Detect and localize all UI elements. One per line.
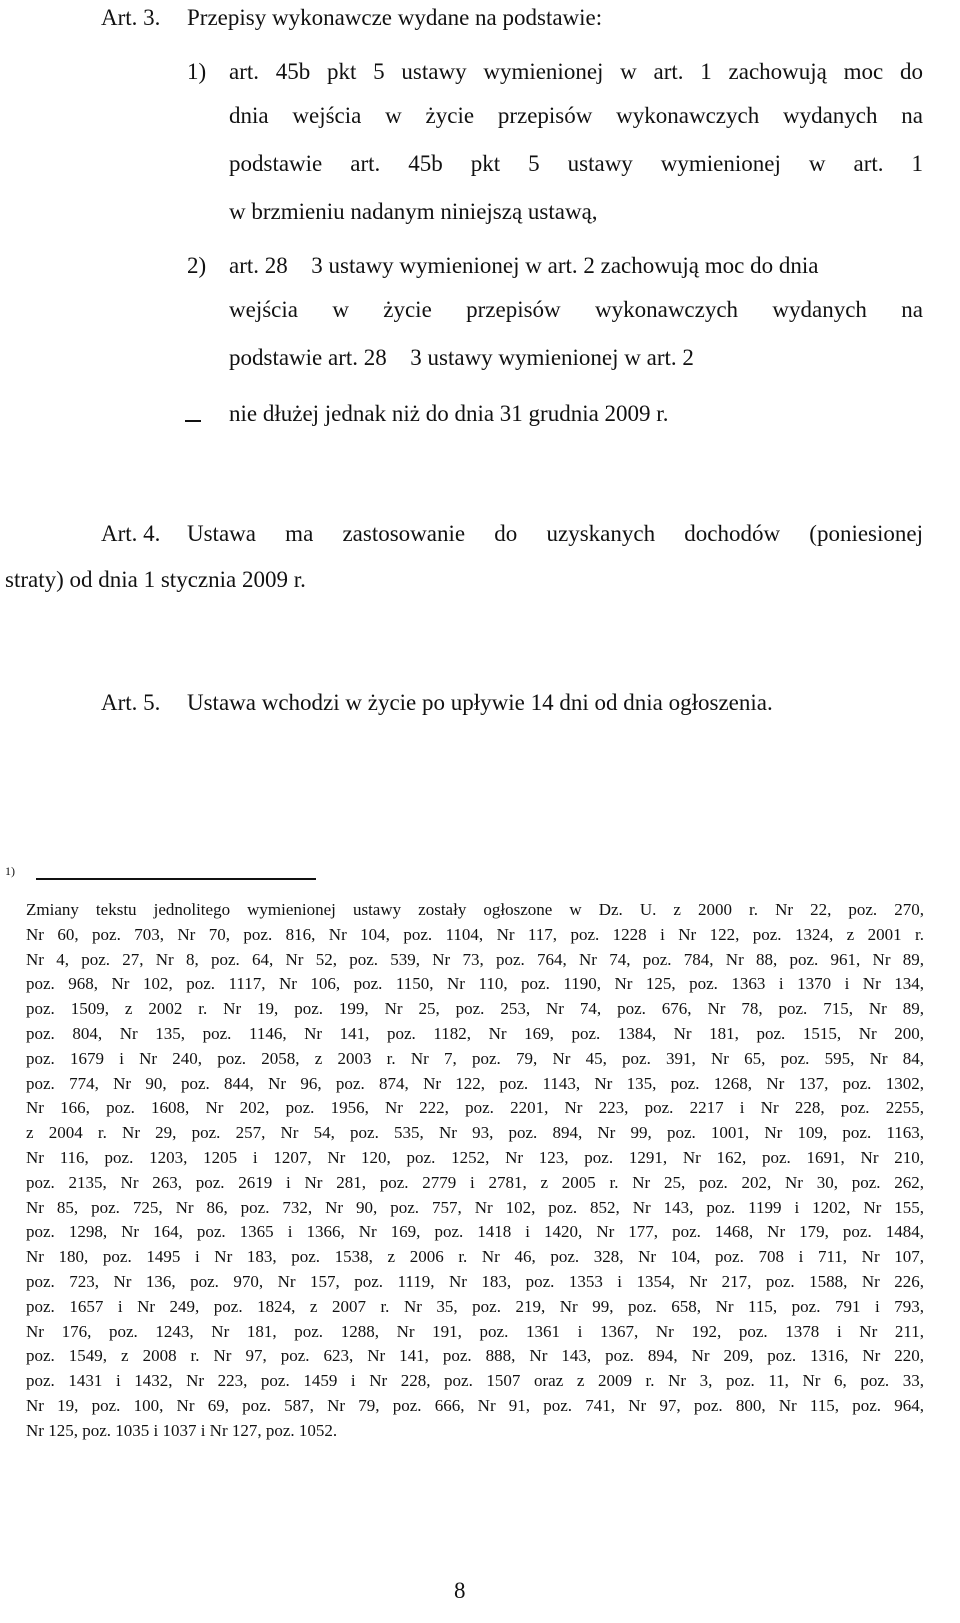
art3-item2-number: 2): [187, 253, 207, 278]
footnote-text: [26, 898, 924, 1444]
footnote-marker: 1): [5, 864, 15, 878]
footnote-line: poz. 1431 i 1432, Nr 223, poz. 1459 i Nr 228, poz. 1507 oraz z 2009 r. Nr 3, poz. 11, Nr 6, poz. 33,: [26, 1371, 924, 1391]
footnote-line: poz. 723, Nr 136, poz. 970, Nr 157, poz. 1119, Nr 183, poz. 1353 i 1354, Nr 217, poz. 1588, Nr 226,: [26, 1271, 924, 1291]
footnote-line: poz. 1679 i Nr 240, poz. 2058, z 2003 r. Nr 7, poz. 79, Nr 45, poz. 391, Nr 65, poz. 595, Nr 84,: [26, 1048, 924, 1068]
art3-heading: Art. 3.: [101, 5, 161, 30]
art5-heading: Art. 5.: [101, 690, 161, 715]
footnote-line: poz. 1657 i Nr 249, poz. 1824, z 2007 r. Nr 35, poz. 219, Nr 99, poz. 658, Nr 115, poz. 791 i 793,: [26, 1296, 924, 1316]
footnote-line: Nr 180, poz. 1495 i Nr 183, poz. 1538, z 2006 r. Nr 46, poz. 328, Nr 104, poz. 708 i 711, Nr 107,: [26, 1247, 924, 1267]
art3-item1-line2: dnia wejścia w życie przepisów wykonawczych wydanych na: [229, 103, 923, 128]
footnote-line: Nr 19, poz. 100, Nr 69, poz. 587, Nr 79, poz. 666, Nr 91, poz. 741, Nr 97, poz. 800, Nr 115, poz. 964,: [26, 1395, 924, 1415]
art4-line2: straty) od dnia 1 stycznia 2009 r.: [5, 567, 306, 592]
footnote-line: Nr 85, poz. 725, Nr 86, poz. 732, Nr 90, poz. 757, Nr 102, poz. 852, Nr 143, poz. 1199 i 1202, Nr 155,: [26, 1197, 924, 1217]
art3-item2-line3: podstawie art. 28 3 ustawy wymienionej w art. 2: [229, 345, 694, 370]
footnote-line: poz. 774, Nr 90, poz. 844, Nr 96, poz. 874, Nr 122, poz. 1143, Nr 135, poz. 1268, Nr 137, poz. 1302,: [26, 1073, 924, 1093]
art3-item1-line1: art. 45b pkt 5 ustawy wymienionej w art. 1 zachowują moc do: [229, 59, 923, 84]
footnote-separator: [36, 878, 316, 880]
art3-item1-number: 1): [187, 59, 207, 84]
art5-text: Ustawa wchodzi w życie po upływie 14 dni od dnia ogłoszenia.: [187, 690, 773, 715]
art3-closing: nie dłużej jednak niż do dnia 31 grudnia 2009 r.: [229, 401, 669, 426]
footnote-line: z 2004 r. Nr 29, poz. 257, Nr 54, poz. 535, Nr 93, poz. 894, Nr 99, poz. 1001, Nr 109, poz. 1163,: [26, 1123, 924, 1143]
art3-intro: Przepisy wykonawcze wydane na podstawie:: [187, 5, 603, 30]
art4-line1: Ustawa ma zastosowanie do uzyskanych dochodów (poniesionej: [187, 521, 923, 546]
footnote-line: Nr 176, poz. 1243, Nr 181, poz. 1288, Nr 191, poz. 1361 i 1367, Nr 192, poz. 1378 i Nr 211,: [26, 1321, 924, 1341]
footnote-line: Nr 4, poz. 27, Nr 8, poz. 64, Nr 52, poz. 539, Nr 73, poz. 764, Nr 74, poz. 784, Nr 88, poz. 961, Nr 89,: [26, 949, 924, 969]
art3-item2-line1: art. 28 3 ustawy wymienionej w art. 2 zachowują moc do dnia: [229, 253, 819, 278]
footnote-line: Nr 116, poz. 1203, 1205 i 1207, Nr 120, poz. 1252, Nr 123, poz. 1291, Nr 162, poz. 1691, Nr 210,: [26, 1147, 924, 1167]
footnote-line: poz. 1509, z 2002 r. Nr 19, poz. 199, Nr 25, poz. 253, Nr 74, poz. 676, Nr 78, poz. 715, Nr 89,: [26, 999, 924, 1019]
art4-heading: Art. 4.: [101, 521, 161, 546]
footnote-line: poz. 1298, Nr 164, poz. 1365 i 1366, Nr 169, poz. 1418 i 1420, Nr 177, poz. 1468, Nr 179, poz. 1484,: [26, 1222, 924, 1242]
art3-item1-line3: podstawie art. 45b pkt 5 ustawy wymienionej w art. 1: [229, 151, 923, 176]
footnote-line: Nr 166, poz. 1608, Nr 202, poz. 1956, Nr 222, poz. 2201, Nr 223, poz. 2217 i Nr 228, poz. 2255,: [26, 1098, 924, 1118]
footnote-line: poz. 1549, z 2008 r. Nr 97, poz. 623, Nr 141, poz. 888, Nr 143, poz. 894, Nr 209, poz. 1316, Nr 220,: [26, 1346, 924, 1366]
art3-item2-line2: wejścia w życie przepisów wykonawczych wydanych na: [229, 297, 923, 322]
footnote-line: poz. 2135, Nr 263, poz. 2619 i Nr 281, poz. 2779 i 2781, z 2005 r. Nr 25, poz. 202, Nr 30, poz. 262,: [26, 1172, 924, 1192]
em-dash-rule: [185, 420, 201, 422]
footnote-line: Nr 60, poz. 703, Nr 70, poz. 816, Nr 104, poz. 1104, Nr 117, poz. 1228 i Nr 122, poz. 1324, z 2001 r.: [26, 924, 924, 944]
footnote-line: poz. 968, Nr 102, poz. 1117, Nr 106, poz. 1150, Nr 110, poz. 1190, Nr 125, poz. 1363 i 1370 i Nr 134,: [26, 974, 924, 994]
footnote-line: Nr 125, poz. 1035 i 1037 i Nr 127, poz. 1052.: [26, 1420, 338, 1440]
page-number: 8: [454, 1578, 466, 1603]
footnote-line: poz. 804, Nr 135, poz. 1146, Nr 141, poz. 1182, Nr 169, poz. 1384, Nr 181, poz. 1515, Nr 200,: [26, 1023, 924, 1043]
footnote-line: Zmiany tekstu jednolitego wymienionej ustawy zostały ogłoszone w Dz. U. z 2000 r. Nr 22, poz. 270,: [26, 900, 924, 919]
art3-item1-line4: w brzmieniu nadanym niniejszą ustawą,: [229, 199, 598, 224]
